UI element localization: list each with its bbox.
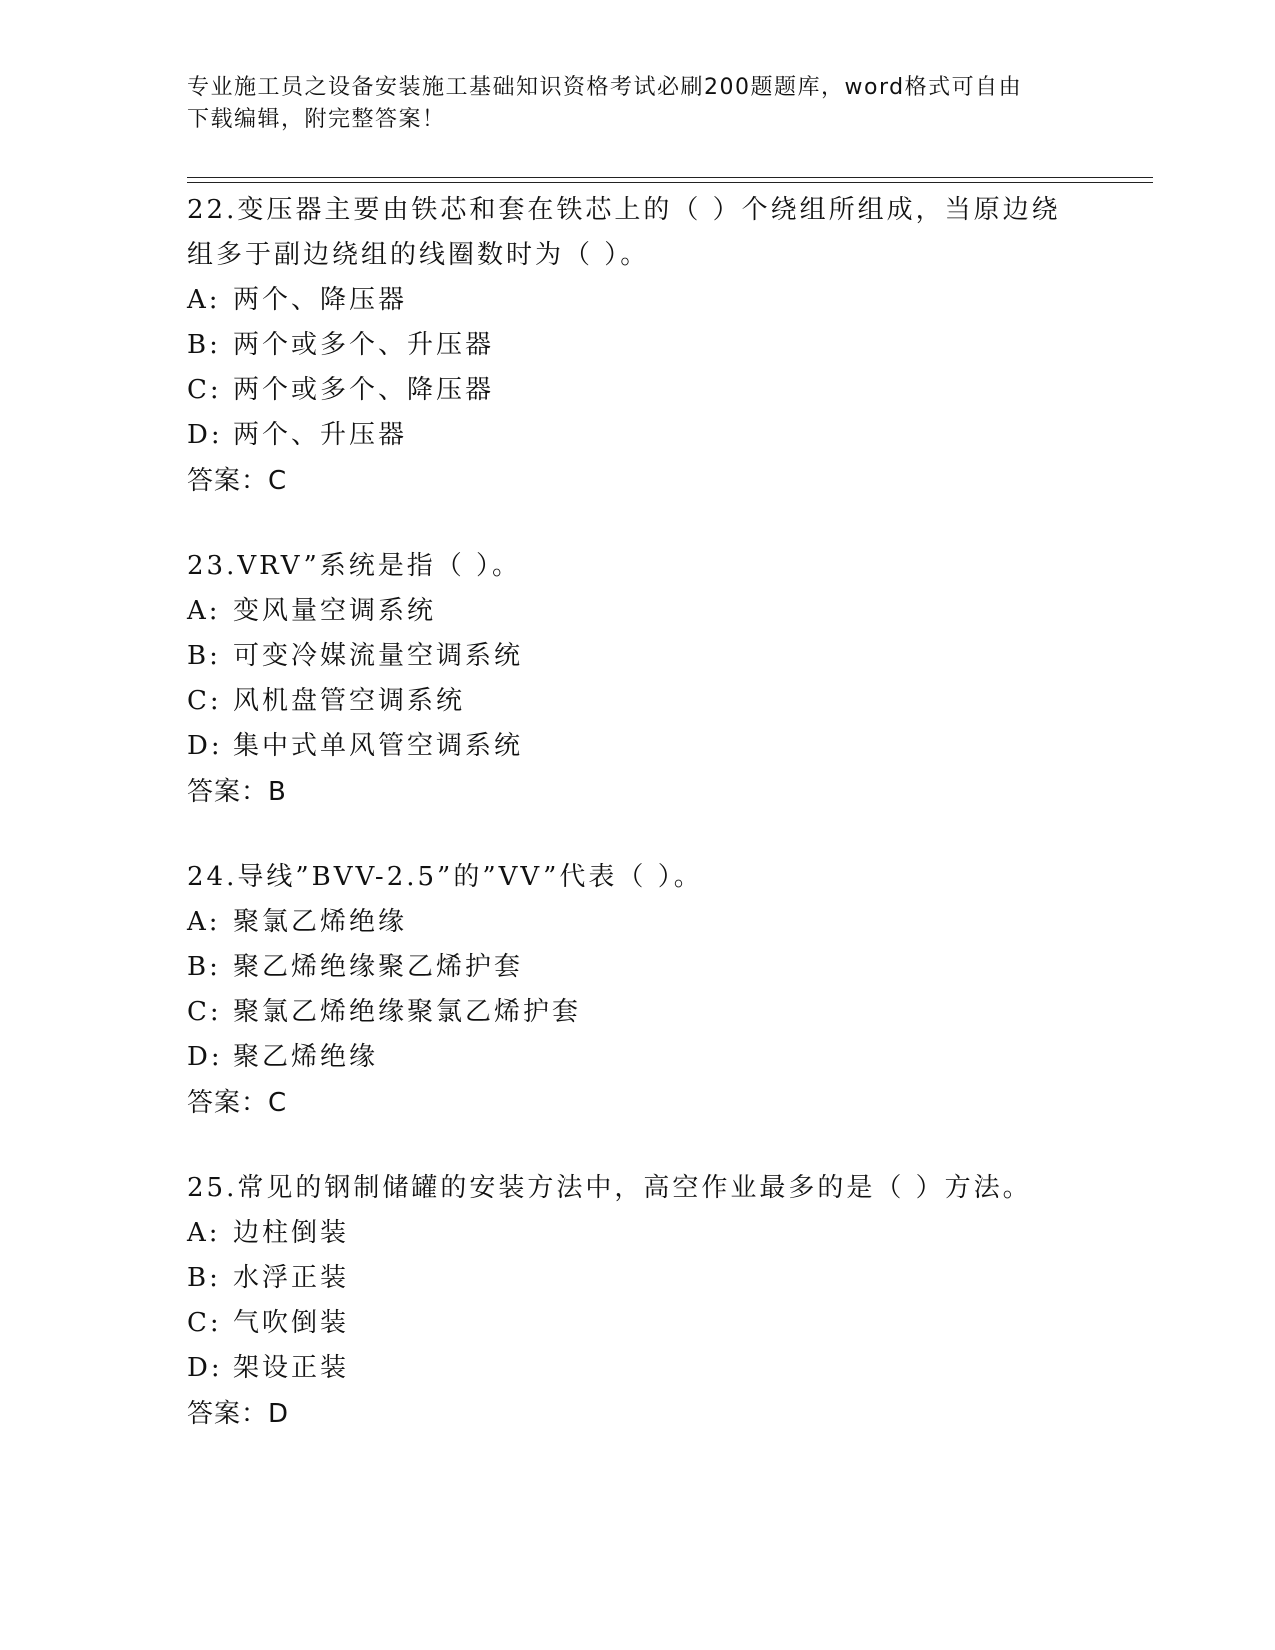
option-a: [187, 278, 1087, 323]
option-letter: D:: [187, 1353, 223, 1383]
answer-value: C: [268, 1088, 288, 1118]
option-letter: D:: [187, 1042, 223, 1072]
option-text: 变风量空调系统: [233, 596, 437, 626]
question-stem-line-2: 组多于副边绕组的线圈数时为（ ）。: [187, 240, 650, 270]
question-23: [187, 544, 1087, 815]
header-divider-top: [187, 177, 1153, 178]
option-text: 可变冷媒流量空调系统: [233, 641, 524, 671]
option-b: [187, 1256, 1087, 1301]
option-c: [187, 1301, 1087, 1346]
option-b: [187, 323, 1087, 368]
header-line-2: 下载编辑，附完整答案！: [187, 107, 446, 132]
header-divider-bottom: [187, 182, 1153, 183]
option-a: [187, 900, 1087, 945]
question-stem-line-1: 25.常见的钢制储罐的安装方法中，高空作业最多的是（ ）方法。: [187, 1173, 1032, 1203]
answer-label: 答案：: [187, 1399, 269, 1429]
option-text: 聚氯乙烯绝缘聚氯乙烯护套: [233, 997, 582, 1027]
option-text: 聚氯乙烯绝缘: [233, 907, 408, 937]
option-letter: A:: [187, 907, 221, 937]
option-a: [187, 1211, 1087, 1256]
question-22: [187, 188, 1087, 504]
question-stem-line-1: 22.变压器主要由铁芯和套在铁芯上的（ ）个绕组所组成，当原边绕: [187, 195, 1061, 225]
option-letter: B:: [187, 1263, 221, 1293]
option-letter: D:: [187, 420, 223, 450]
option-letter: C:: [187, 375, 222, 405]
option-d: [187, 413, 1087, 458]
option-letter: B:: [187, 641, 221, 671]
answer-line: [187, 1391, 1087, 1437]
option-letter: D:: [187, 731, 223, 761]
option-c: [187, 679, 1087, 724]
option-letter: A:: [187, 1218, 221, 1248]
option-d: [187, 1346, 1087, 1391]
option-text: 聚乙烯绝缘: [233, 1042, 379, 1072]
option-text: 聚乙烯绝缘聚乙烯护套: [233, 952, 524, 982]
question-stem: [187, 188, 1087, 278]
question-stem-line-1: 24.导线”BVV-2.5”的”VV”代表（ ）。: [187, 862, 703, 892]
document-header: [187, 72, 1087, 136]
option-d: [187, 724, 1087, 769]
question-25: [187, 1166, 1087, 1437]
answer-line: [187, 1080, 1087, 1126]
question-stem: [187, 544, 1087, 589]
option-text: 集中式单风管空调系统: [233, 731, 524, 761]
option-text: 风机盘管空调系统: [233, 686, 466, 716]
option-text: 两个、降压器: [233, 285, 408, 315]
answer-label: 答案：: [187, 466, 269, 496]
option-letter: B:: [187, 330, 221, 360]
option-list: [187, 589, 1087, 769]
option-c: [187, 368, 1087, 413]
option-b: [187, 634, 1087, 679]
option-text: 两个或多个、升压器: [233, 330, 495, 360]
option-list: [187, 1211, 1087, 1391]
option-c: [187, 990, 1087, 1035]
question-list: [187, 188, 1087, 1477]
option-letter: A:: [187, 285, 221, 315]
answer-label: 答案：: [187, 777, 269, 807]
question-stem: [187, 855, 1087, 900]
option-letter: A:: [187, 596, 221, 626]
option-text: 气吹倒装: [233, 1308, 350, 1338]
option-letter: C:: [187, 1308, 222, 1338]
option-text: 边柱倒装: [233, 1218, 350, 1248]
question-24: [187, 855, 1087, 1126]
option-letter: C:: [187, 686, 222, 716]
option-d: [187, 1035, 1087, 1080]
header-line-1: 专业施工员之设备安装施工基础知识资格考试必刷200题题库，word格式可自由: [187, 75, 1023, 100]
option-a: [187, 589, 1087, 634]
option-list: [187, 900, 1087, 1080]
option-b: [187, 945, 1087, 990]
answer-value: D: [268, 1399, 290, 1429]
option-text: 两个或多个、降压器: [233, 375, 495, 405]
option-text: 水浮正装: [233, 1263, 350, 1293]
answer-label: 答案：: [187, 1088, 269, 1118]
option-list: [187, 278, 1087, 458]
answer-value: C: [268, 466, 288, 496]
option-text: 两个、升压器: [233, 420, 408, 450]
option-text: 架设正装: [233, 1353, 350, 1383]
option-letter: C:: [187, 997, 222, 1027]
answer-value: B: [268, 777, 287, 807]
question-stem: [187, 1166, 1087, 1211]
option-letter: B:: [187, 952, 221, 982]
question-stem-line-1: 23.VRV”系统是指（ ）。: [187, 551, 522, 581]
answer-line: [187, 769, 1087, 815]
answer-line: [187, 458, 1087, 504]
